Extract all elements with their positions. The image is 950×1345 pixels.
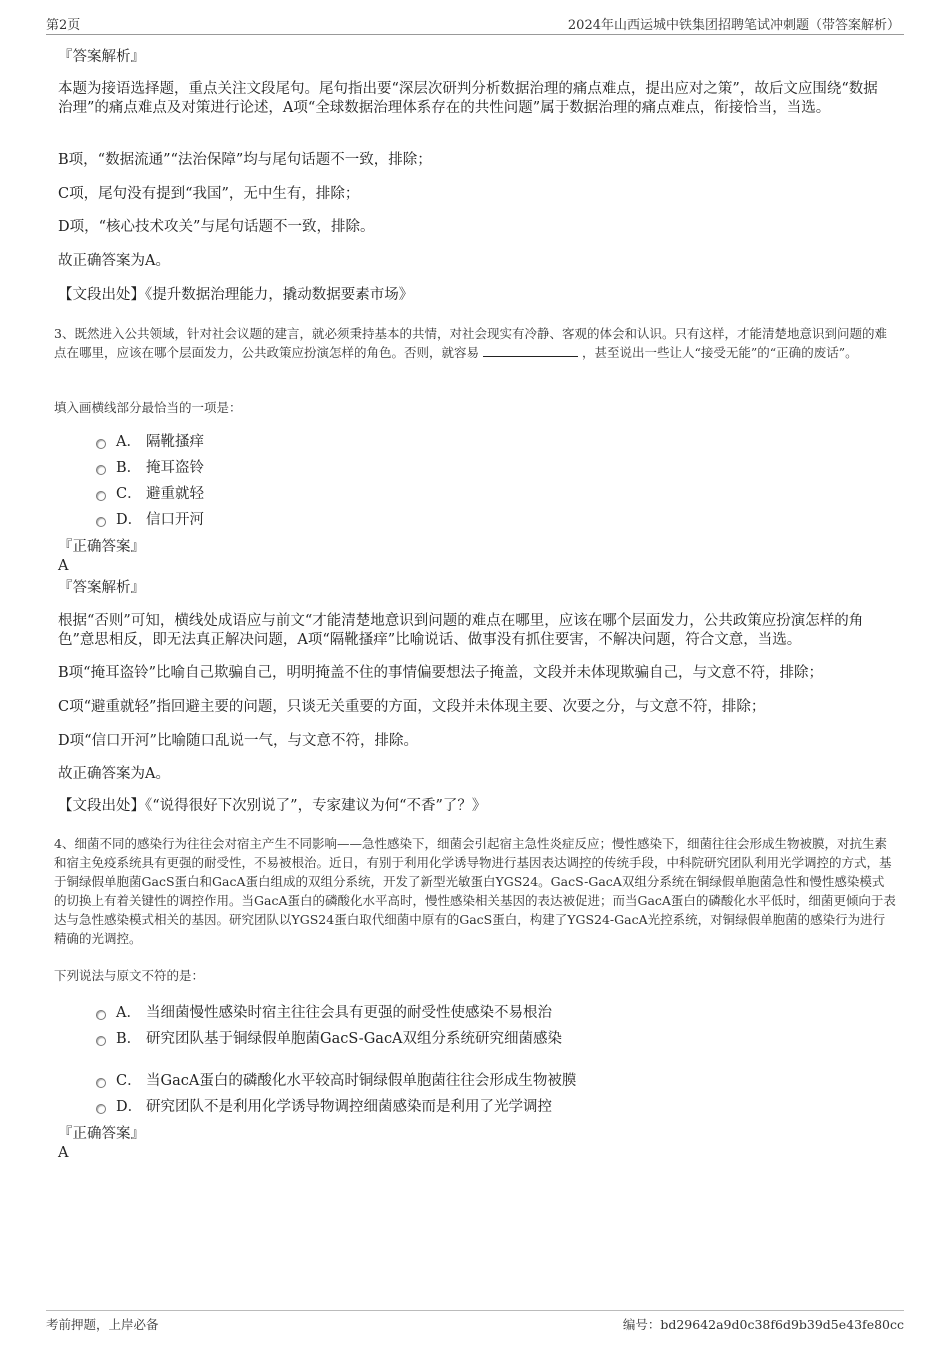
question-4-prompt: 下列说法与原文不符的是：: [54, 968, 205, 983]
document-title: 2024年山西运城中铁集团招聘笔试冲刺题（带答案解析）: [567, 18, 900, 33]
q4-option-c[interactable]: C． 当GacA蛋白的磷酸化水平较高时铜绿假单胞菌往往会形成生物被膜: [96, 1072, 576, 1091]
footer-slogan: 考前押题，上岸必备: [46, 1317, 159, 1332]
radio-button-icon[interactable]: [96, 1078, 106, 1088]
page-footer: [46, 1310, 904, 1332]
analysis-label: 『答案解析』: [58, 49, 145, 65]
page-number: 第2页: [46, 18, 81, 33]
analysis-option-c: C项，尾句没有提到“我国”，无中生有，排除；: [58, 186, 360, 202]
radio-button-icon[interactable]: [96, 491, 106, 501]
analysis-option-b: B项“掩耳盗铃”比喻自己欺骗自己，明明掩盖不住的事情偏要想法子掩盖，文段并未体现欺骗自己，与文意不符，排除；: [58, 665, 823, 681]
analysis-option-d: D项“信口开河”比喻随口乱说一气，与文意不符，排除。: [58, 733, 418, 749]
radio-button-icon[interactable]: [96, 1036, 106, 1046]
q4-option-a[interactable]: A． 当细菌慢性感染时宿主往往会具有更强的耐受性使感染不易根治: [96, 1004, 552, 1023]
radio-button-icon[interactable]: [96, 1010, 106, 1020]
correct-answer-label: 『正确答案』: [58, 539, 145, 555]
question-3-stem: 3、既然进入公共领域，针对社会议题的建言，就必须秉持基本的共情，对社会现实有冷静、客观的体会和认识。只有这样，才能清楚地意识到问题的难点在哪里，应该在哪个层面发力，公共政策应扮演怎样的角色。否则，就容易 ，甚至说出一些让人“接受无能”的“正确的废话”。: [54, 326, 887, 360]
analysis-option-b: B项，“数据流通”“法治保障”均与尾句话题不一致，排除；: [58, 152, 432, 168]
q3-option-d[interactable]: D． 信口开河: [96, 511, 204, 530]
source-citation: 【文段出处】《提升数据治理能力，撬动数据要素市场》: [58, 287, 414, 303]
conclusion: 故正确答案为A。: [58, 253, 170, 269]
correct-answer: A: [58, 1145, 69, 1161]
radio-button-icon[interactable]: [96, 465, 106, 475]
analysis-option-c: C项“避重就轻”指回避主要的问题，只谈无关重要的方面，文段并未体现主要、次要之分，与文意不符，排除；: [58, 699, 766, 715]
fill-blank: [483, 344, 578, 357]
source-citation: 【文段出处】《“说得很好下次别说了”，专家建议为何“不香”了？》: [58, 798, 487, 814]
radio-button-icon[interactable]: [96, 517, 106, 527]
q3-option-a[interactable]: A． 隔靴搔痒: [96, 433, 204, 452]
page-header: [46, 14, 904, 35]
document-id: 编号：bd29642a9d0c38f6d9b39d5e43fe80cc: [622, 1317, 904, 1332]
analysis-paragraph: 本题为接语选择题，重点关注文段尾句。尾句指出要“深层次研判分析数据治理的痛点难点，提出应对之策”，故后文应围绕“数据治理”的痛点难点及对策进行论述，A项“全球数据治理体系存在的共性问题”属于数据治理的痛点难点，衔接恰当，当选。: [58, 81, 878, 116]
q3-option-c[interactable]: C． 避重就轻: [96, 485, 204, 504]
radio-button-icon[interactable]: [96, 439, 106, 449]
analysis-paragraph: 根据“否则”可知，横线处成语应与前文“才能清楚地意识到问题的难点在哪里，应该在哪个层面发力，公共政策应扮演怎样的角色”意思相反，即无法真正解决问题，A项“隔靴搔痒”比喻说话、做事没有抓住要害，不解决问题，符合文意，当选。: [58, 613, 864, 648]
question-3-prompt: 填入画横线部分最恰当的一项是：: [54, 400, 242, 415]
correct-answer: A: [58, 558, 69, 574]
correct-answer-label: 『正确答案』: [58, 1126, 145, 1142]
q3-option-b[interactable]: B． 掩耳盗铃: [96, 459, 204, 478]
analysis-option-d: D项，“核心技术攻关”与尾句话题不一致，排除。: [58, 219, 375, 235]
q4-option-b[interactable]: B． 研究团队基于铜绿假单胞菌GacS-GacA双组分系统研究细菌感染: [96, 1030, 562, 1049]
analysis-label: 『答案解析』: [58, 580, 145, 596]
conclusion: 故正确答案为A。: [58, 766, 170, 782]
question-4-stem: 4、细菌不同的感染行为往往会对宿主产生不同影响——急性感染下，细菌会引起宿主急性炎症反应；慢性感染下，细菌往往会形成生物被膜，对抗生素和宿主免疫系统具有更强的耐受性，不易被根治。近日，有别于利用化学诱导物进行基因表达调控的传统手段，中科院研究团队利用光学调控的方式，基于铜绿假单胞菌GacS蛋白和GacA蛋白组成的双组分系统，开发了新型光敏蛋白YGS24。GacS-GacA双组分系统在铜绿假单胞菌急性和慢性感染模式的切换上有着关键性的调控作用。当GacA蛋白的磷酸化水平高时，慢性感染相关基因的表达被促进；而当GacA蛋白的磷酸化水平低时，细菌更倾向于表达与急性感染模式相关的基因。研究团队以YGS24蛋白取代细菌中原有的GacS蛋白，构建了YGS24-GacA光控系统，对铜绿假单胞菌的感染行为进行精确的光调控。: [54, 836, 896, 946]
radio-button-icon[interactable]: [96, 1104, 106, 1114]
q4-option-d[interactable]: D． 研究团队不是利用化学诱导物调控细菌感染而是利用了光学调控: [96, 1098, 552, 1117]
